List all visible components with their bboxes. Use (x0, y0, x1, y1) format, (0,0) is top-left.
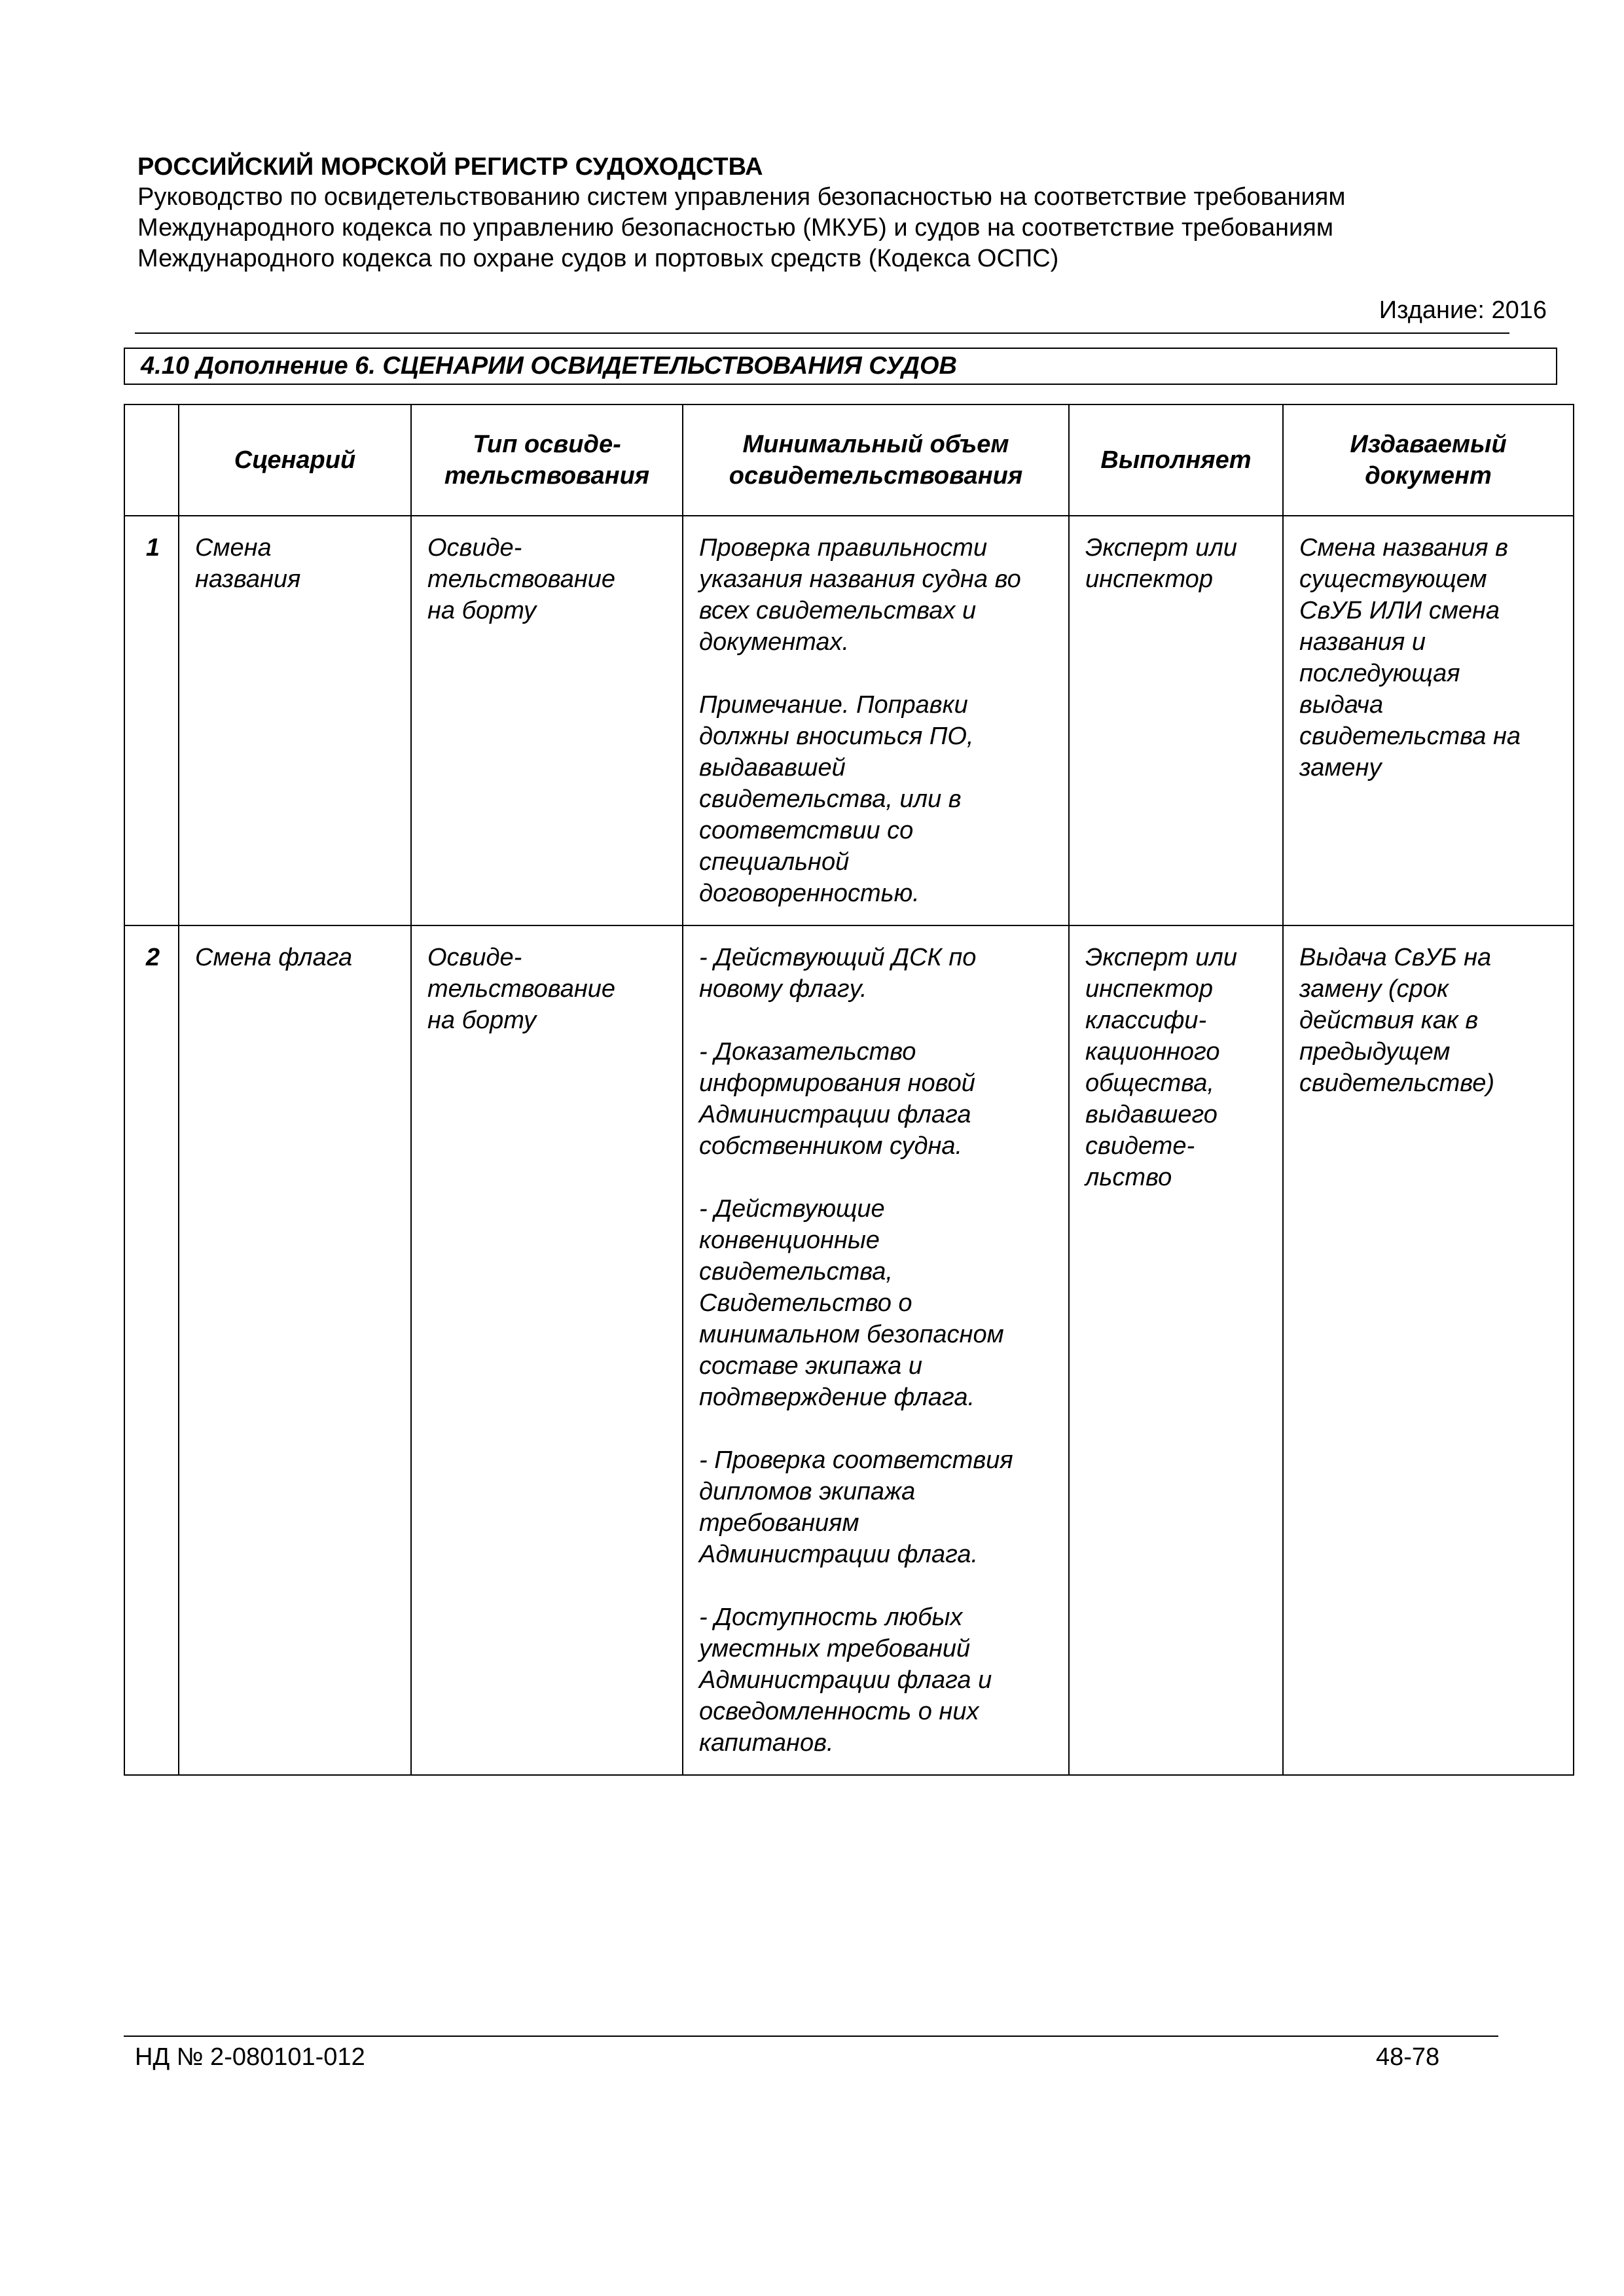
subtitle-line: Руководство по освидетельствованию систем управления безопасностью на соответствие требованиям (137, 183, 1346, 211)
column-header-number (124, 404, 179, 516)
column-header-performer: Выполняет (1069, 404, 1283, 516)
scope-paragraph: - Доступность любых уместных требований Администрации флага и осведомленность о них капитанов. (699, 1604, 992, 1757)
header-divider (135, 332, 1509, 334)
scope-paragraph: - Доказательство информирования новой Администрации флага собственником судна. (699, 1038, 975, 1160)
column-header-scenario: Сценарий (179, 404, 411, 516)
scope-note: Примечание. Поправки должны вноситься ПО, выдававшей свидетельства, или в соответствии со специальной договоренностью. (699, 691, 974, 907)
footer-divider (124, 2036, 1498, 2037)
organization-name: РОССИЙСКИЙ МОРСКОЙ РЕГИСТР СУДОХОДСТВА (137, 153, 763, 181)
subtitle-line: Международного кодекса по управлению безопасностью (МКУБ) и судов на соответствие требованиям (137, 214, 1333, 242)
scope-cell (683, 925, 1069, 1775)
page-number: 48-78 (1376, 2043, 1440, 2071)
column-header-scope: Минимальный объем освидетельствования (683, 404, 1069, 516)
scenario-cell: Смена названия (179, 516, 411, 925)
performer-cell: Эксперт или инспектор (1069, 516, 1283, 925)
scope-cell (683, 516, 1069, 925)
edition-label: Издание: 2016 (1379, 296, 1547, 324)
column-header-document: Издаваемый документ (1283, 404, 1574, 516)
table-header-row (124, 404, 1574, 516)
scope-paragraph: - Действующий ДСК по новому флагу. (699, 944, 977, 1003)
document-header (137, 152, 1512, 274)
table-row (124, 925, 1574, 1775)
document-cell: Смена названия в существующем СвУБ ИЛИ смена названия и последующая выдача свидетельства на замену (1283, 516, 1574, 925)
row-number: 1 (124, 516, 179, 925)
scenario-cell: Смена флага (179, 925, 411, 1775)
row-number: 2 (124, 925, 179, 1775)
section-title: 4.10 Дополнение 6. СЦЕНАРИИ ОСВИДЕТЕЛЬСТВОВАНИЯ СУДОВ (124, 348, 1557, 385)
scenarios-table (124, 404, 1574, 1776)
table-row (124, 516, 1574, 925)
subtitle-line: Международного кодекса по охране судов и портовых средств (Кодекса ОСПС) (137, 245, 1059, 272)
scope-paragraph: - Проверка соответствия дипломов экипажа требованиям Администрации флага. (699, 1446, 1013, 1568)
column-header-survey-type: Тип освиде- тельствования (411, 404, 683, 516)
document-number: НД № 2-080101-012 (135, 2043, 365, 2071)
survey-type-cell: Освиде- тельствование на борту (411, 925, 683, 1775)
document-cell: Выдача СвУБ на замену (срок действия как в предыдущем свидетельстве) (1283, 925, 1574, 1775)
scope-paragraph: Проверка правильности указания названия судна во всех свидетельствах и документах. (699, 534, 1021, 656)
scope-paragraph: - Действующие конвенционные свидетельства, Свидетельство о минимальном безопасном составе экипажа и подтверждение флага. (699, 1195, 1004, 1411)
performer-cell: Эксперт или инспектор классифи- кационного общества, выдавшего свидете- льство (1069, 925, 1283, 1775)
survey-type-cell: Освиде- тельствование на борту (411, 516, 683, 925)
